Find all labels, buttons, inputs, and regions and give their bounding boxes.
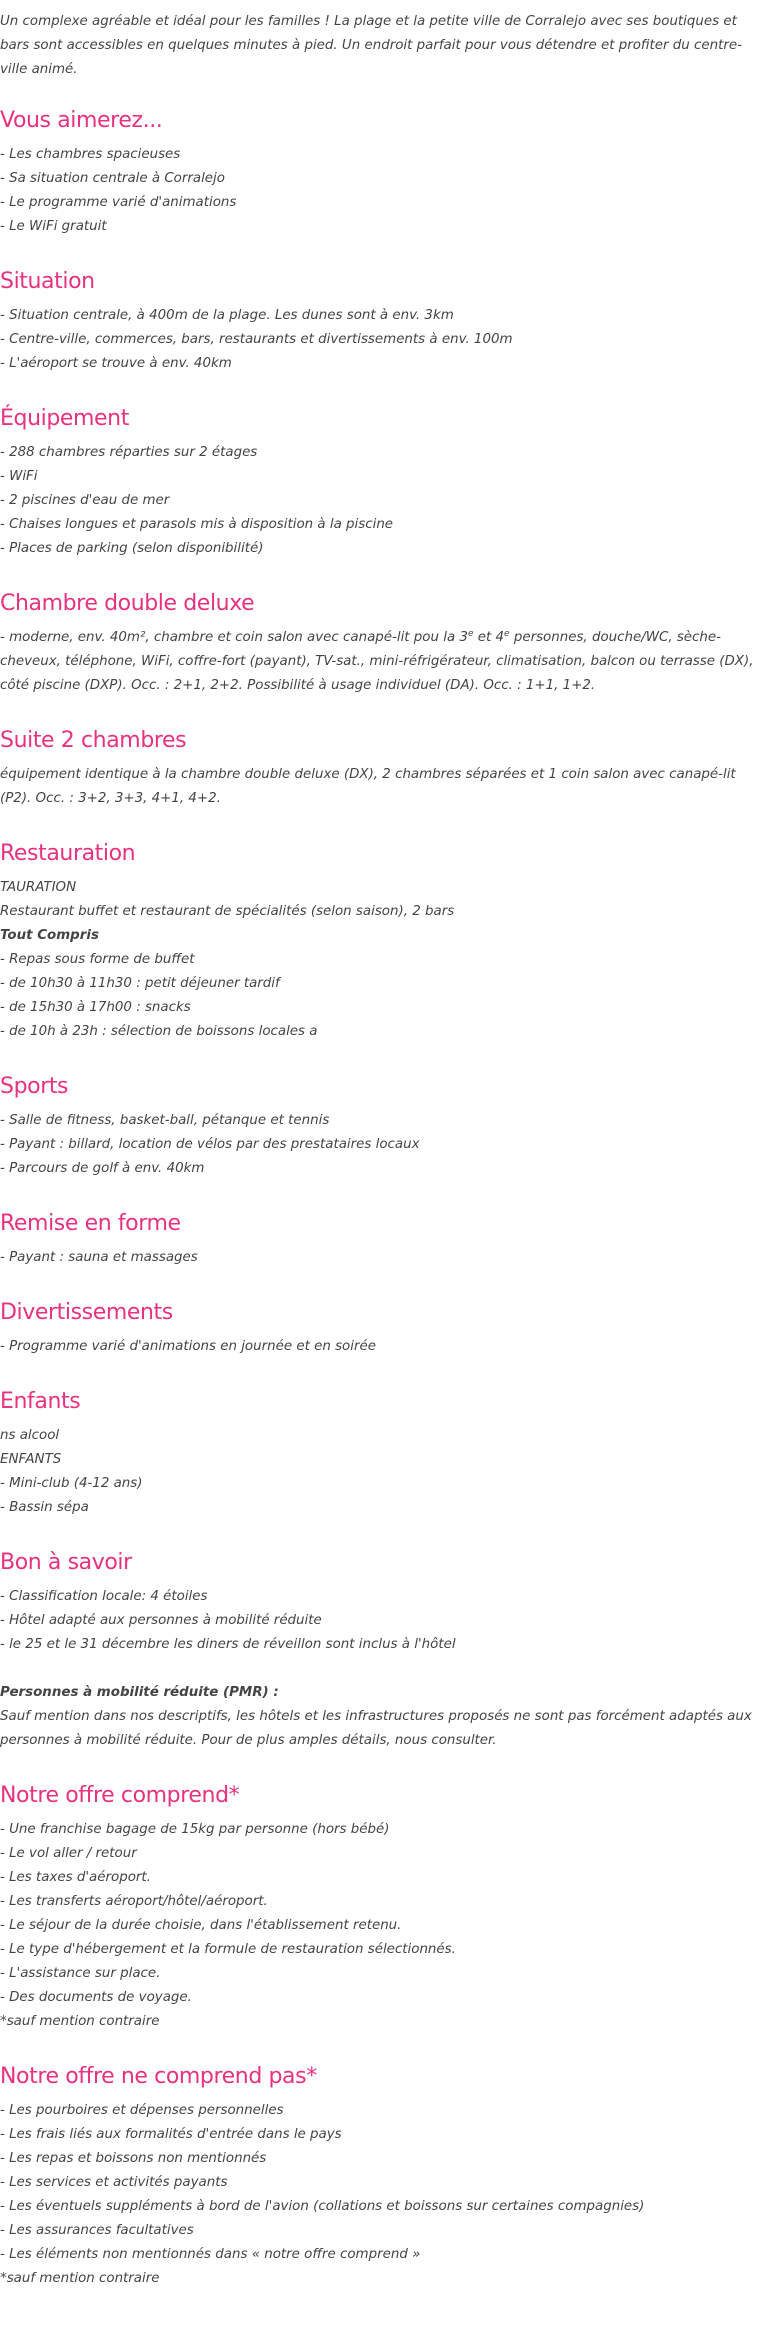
list-item: - Situation centrale, à 400m de la plage. Les dunes sont à env. 3km [0, 308, 454, 323]
section-offre-comprend [0, 1781, 758, 2034]
list-item: - Programme varié d'animations en journée et en soirée [0, 1339, 376, 1354]
text-line: ENFANTS [0, 1452, 62, 1467]
list-item: - Les chambres spacieuses [0, 147, 181, 162]
text-line: Restaurant buffet et restaurant de spécialités (selon saison), 2 bars [0, 904, 455, 919]
list-item: - Chaises longues et parasols mis à disposition à la piscine [0, 517, 394, 532]
pmr-text: Sauf mention dans nos descriptifs, les hôtels et les infrastructures proposés ne sont pas forcément adaptés aux personnes à mobilité réduite. Pour de plus amples détails, nous consulter. [0, 1709, 752, 1748]
list-item: - Hôtel adapté aux personnes à mobilité réduite [0, 1613, 322, 1628]
list-item: - Bassin sépa [0, 1500, 89, 1515]
list-item: - Le WiFi gratuit [0, 219, 107, 234]
list-item: - Les repas et boissons non mentionnés [0, 2151, 267, 2166]
room-text-part: - moderne, env. 40m², chambre et coin salon avec canapé-lit pou la 3 [0, 630, 468, 645]
section-enfants [0, 1387, 758, 1520]
list-item: - Les éléments non mentionnés dans « notre offre comprend » [0, 2247, 421, 2262]
pmr-title: Personnes à mobilité réduite (PMR) : [0, 1685, 279, 1700]
intro-text: Un complexe agréable et idéal pour les familles ! La plage et la petite ville de Corralejo avec ses boutiques et bars sont accessibles en quelques minutes à pied. Un endroit parfait pour vous détendre et profiter du centre-ville animé. [0, 14, 742, 77]
list-item: - de 10h30 à 11h30 : petit déjeuner tardif [0, 976, 280, 991]
suite-description: équipement identique à la chambre double deluxe (DX), 2 chambres séparées et 1 coin salon avec canapé-lit (P2). Occ. : 3+2, 3+3, 4+1, 4+2. [0, 767, 736, 806]
section-restauration [0, 839, 758, 1044]
section-title: Notre offre ne comprend pas* [0, 2064, 317, 2089]
list-item: - Des documents de voyage. [0, 1990, 192, 2005]
list-item: - Le vol aller / retour [0, 1846, 137, 1861]
list-item: - Les services et activités payants [0, 2175, 228, 2190]
room-text-part: et 4 [473, 630, 505, 645]
list-item: - Les frais liés aux formalités d'entrée dans le pays [0, 2127, 342, 2142]
ordinal-sup: e [467, 629, 474, 639]
list-item: - Salle de fitness, basket-ball, pétanque et tennis [0, 1113, 330, 1128]
section-chambre-deluxe [0, 589, 758, 698]
list-item: - Les taxes d'aéroport. [0, 1870, 151, 1885]
section-situation [0, 267, 758, 376]
ordinal-sup: e [504, 629, 510, 639]
list-item: - Le séjour de la durée choisie, dans l'établissement retenu. [0, 1918, 402, 1933]
section-title: Notre offre comprend* [0, 1783, 240, 1808]
list-item: - Payant : billard, location de vélos par des prestataires locaux [0, 1137, 420, 1152]
list-item: - Les transferts aéroport/hôtel/aéroport. [0, 1894, 268, 1909]
list-item: - L'assistance sur place. [0, 1966, 161, 1981]
list-item: - 2 piscines d'eau de mer [0, 493, 170, 508]
section-title: Restauration [0, 841, 136, 866]
section-title: Remise en forme [0, 1211, 181, 1236]
list-item: - Mini-club (4-12 ans) [0, 1476, 143, 1491]
list-item: - Classification locale: 4 étoiles [0, 1589, 208, 1604]
list-item: - 288 chambres réparties sur 2 étages [0, 445, 258, 460]
list-item: - Parcours de golf à env. 40km [0, 1161, 205, 1176]
section-title: Sports [0, 1074, 69, 1099]
section-title: Équipement [0, 406, 129, 431]
section-bon-a-savoir [0, 1548, 758, 1753]
list-item: - Une franchise bagage de 15kg par personne (hors bébé) [0, 1822, 390, 1837]
list-item: - Payant : sauna et massages [0, 1250, 198, 1265]
list-item: - de 10h à 23h : sélection de boissons locales a [0, 1024, 318, 1039]
room-description [0, 626, 758, 698]
footnote: *sauf mention contraire [0, 2271, 160, 2286]
section-title: Chambre double deluxe [0, 591, 255, 616]
list-item: - Le programme varié d'animations [0, 195, 237, 210]
text-line: TAURATION [0, 880, 77, 895]
list-item: - Les pourboires et dépenses personnelles [0, 2103, 284, 2118]
section-divertissements [0, 1298, 758, 1359]
list-item: - le 25 et le 31 décembre les diners de réveillon sont inclus à l'hôtel [0, 1637, 456, 1652]
room-text-part: personnes, douche/WC, sèche-cheveux, téléphone, WiFi, coffre-fort (payant), TV-sat., mini-réfrigérateur, climatisation, balcon ou terrasse (DX), côté piscine (DXP). Occ. : 2+1, 2+2. Possibilité à usage individuel (DA). Occ. : 1+1, 1+2. [0, 630, 754, 693]
list-item: - Les éventuels suppléments à bord de l'avion (collations et boissons sur certaines compagnies) [0, 2199, 645, 2214]
section-vous-aimerez [0, 106, 758, 239]
list-item: - Les assurances facultatives [0, 2223, 194, 2238]
list-item: - Le type d'hébergement et la formule de restauration sélectionnés. [0, 1942, 456, 1957]
text-line: ns alcool [0, 1428, 60, 1443]
section-title: Suite 2 chambres [0, 728, 187, 753]
list-item: - Repas sous forme de buffet [0, 952, 195, 967]
list-item: - Places de parking (selon disponibilité) [0, 541, 264, 556]
section-offre-ne-comprend-pas [0, 2062, 758, 2291]
section-title: Divertissements [0, 1300, 173, 1325]
section-sports [0, 1072, 758, 1181]
spacer [0, 1657, 758, 1681]
section-title: Bon à savoir [0, 1550, 132, 1575]
section-title: Situation [0, 269, 95, 294]
list-item: - WiFi [0, 469, 38, 484]
section-suite [0, 726, 758, 811]
section-title: Enfants [0, 1389, 81, 1414]
footnote: *sauf mention contraire [0, 2014, 160, 2029]
subtitle: Tout Compris [0, 928, 99, 943]
section-remise-en-forme [0, 1209, 758, 1270]
list-item: - de 15h30 à 17h00 : snacks [0, 1000, 191, 1015]
list-item: - L'aéroport se trouve à env. 40km [0, 356, 232, 371]
list-item: - Sa situation centrale à Corralejo [0, 171, 225, 186]
section-equipement [0, 404, 758, 561]
list-item: - Centre-ville, commerces, bars, restaurants et divertissements à env. 100m [0, 332, 513, 347]
section-title: Vous aimerez... [0, 108, 163, 133]
